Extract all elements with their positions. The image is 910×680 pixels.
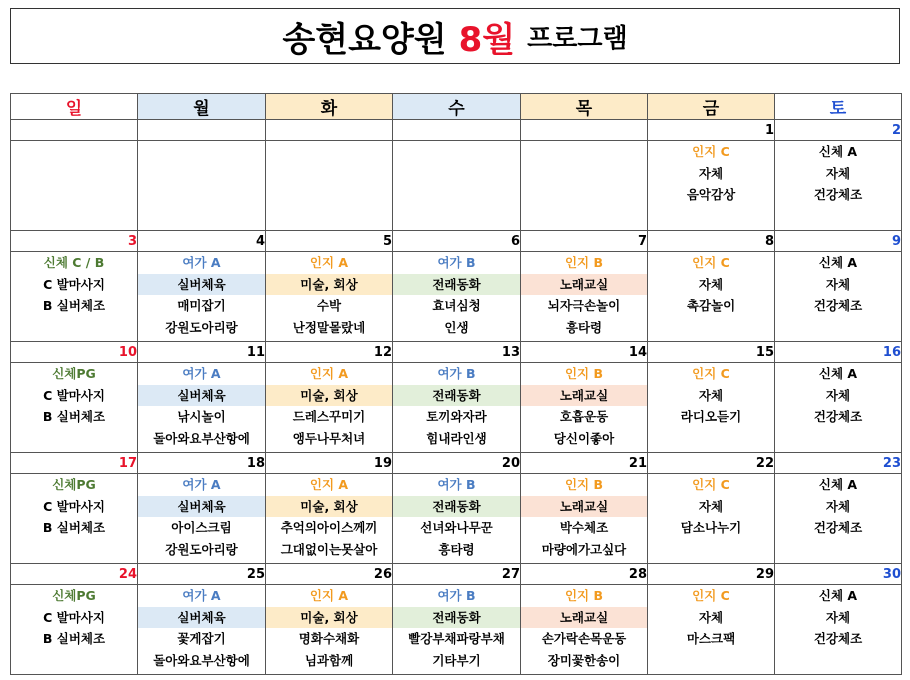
program-activity: 앵두나무처녀 (292, 430, 366, 446)
program-activity: B 실버체조 (42, 409, 106, 424)
program-activity: 호흡운동 (559, 409, 609, 424)
weekday-header-sun: 일 (11, 94, 138, 120)
program-category: 여가 A (182, 588, 221, 603)
program-activity: 자체 (825, 165, 851, 181)
program-category: 인지 C (692, 366, 730, 381)
program-row (11, 141, 902, 231)
program-activity: 자체 (698, 498, 724, 514)
date-number: 11 (138, 342, 266, 363)
date-number: 15 (648, 342, 775, 363)
date-number: 4 (138, 231, 266, 252)
day-program-cell (393, 141, 521, 231)
program-activity: 건강체조 (813, 187, 863, 202)
program-category: 인지 B (564, 477, 604, 492)
program-activity: 미술, 회상 (266, 496, 392, 518)
date-number: 7 (521, 231, 648, 252)
program-activity: 자체 (698, 387, 724, 403)
program-category: 신체PG (52, 477, 96, 492)
program-activity: 낚시놀이 (177, 409, 226, 424)
program-activity: 실버체육 (138, 385, 265, 407)
program-category: 인지 B (564, 366, 604, 381)
program-category: 인지 A (309, 255, 349, 270)
date-number: 28 (521, 564, 648, 585)
day-program-cell (138, 141, 266, 231)
program-activity: 토끼와자라 (426, 409, 487, 424)
program-category: 인지 B (564, 255, 604, 270)
weekday-header-fri: 금 (648, 94, 775, 120)
program-category: 여가 B (437, 477, 476, 492)
program-activity: 자체 (825, 498, 851, 514)
program-activity: C 발마사지 (43, 276, 105, 292)
program-activity: 손가락손목운동 (541, 631, 627, 646)
program-activity: 님과함께 (304, 652, 354, 668)
date-number: 22 (648, 453, 775, 474)
day-program-cell (138, 474, 266, 564)
program-activity: 건강체조 (813, 409, 863, 424)
program-category: 인지 A (309, 366, 349, 381)
weekday-header-thu: 목 (521, 94, 648, 120)
date-number (393, 120, 521, 141)
day-program-cell (648, 585, 775, 675)
program-activity: 매미잡기 (177, 298, 226, 313)
program-activity: 자체 (698, 276, 724, 292)
program-activity: 돌아와요부산항에 (153, 430, 250, 446)
date-row (11, 453, 902, 474)
program-activity: 아이스크림 (171, 520, 232, 535)
date-number: 8 (648, 231, 775, 252)
program-category: 신체 A (818, 366, 858, 381)
program-category: 인지 B (564, 588, 604, 603)
date-row (11, 231, 902, 252)
weekday-header-wed: 수 (393, 94, 521, 120)
date-number: 12 (266, 342, 393, 363)
program-activity: 전래동화 (393, 385, 520, 407)
day-program-cell (775, 141, 902, 231)
date-number: 13 (393, 342, 521, 363)
program-activity: 미술, 회상 (266, 607, 392, 629)
day-program-cell (266, 474, 393, 564)
day-program-cell (266, 252, 393, 342)
date-number: 2 (775, 120, 902, 141)
program-activity: 자체 (698, 165, 724, 181)
date-number: 23 (775, 453, 902, 474)
day-program-cell (521, 363, 648, 453)
program-activity: 선녀와나무꾼 (420, 520, 493, 535)
program-category: 여가 B (437, 366, 476, 381)
day-program-cell (775, 252, 902, 342)
program-activity: 강원도아리랑 (165, 319, 238, 335)
day-program-cell (775, 363, 902, 453)
program-calendar-table (10, 93, 902, 675)
day-program-cell (521, 252, 648, 342)
date-number: 30 (775, 564, 902, 585)
program-activity: 뇌자극손놀이 (547, 298, 621, 313)
program-activity: 라디오듣기 (680, 409, 742, 424)
date-number (138, 120, 266, 141)
calendar-body (11, 120, 902, 675)
day-program-cell (521, 585, 648, 675)
program-activity: 힘내라인생 (426, 430, 487, 446)
date-number: 17 (11, 453, 138, 474)
program-category: 여가 A (182, 366, 221, 381)
day-program-cell (775, 474, 902, 564)
weekday-header-tue: 화 (266, 94, 393, 120)
program-activity: 마스크팩 (686, 631, 736, 646)
program-category: 신체PG (52, 366, 96, 381)
program-activity: 전래동화 (393, 607, 520, 629)
date-number: 18 (138, 453, 266, 474)
program-activity: 건강체조 (813, 298, 863, 313)
program-category: 신체 C / B (43, 255, 105, 270)
program-activity: 난정말몰랐네 (292, 319, 366, 335)
date-number: 26 (266, 564, 393, 585)
program-category: 여가 A (182, 255, 221, 270)
program-activity: 흥타령 (565, 319, 603, 335)
program-activity: 수박 (316, 298, 342, 313)
program-activity: 노래교실 (521, 607, 647, 629)
day-program-cell (266, 585, 393, 675)
date-number: 24 (11, 564, 138, 585)
program-activity: 음악감상 (686, 187, 736, 202)
date-number: 16 (775, 342, 902, 363)
date-row (11, 120, 902, 141)
weekday-header-row (11, 94, 902, 120)
program-activity: C 발마사지 (43, 498, 105, 514)
date-number: 25 (138, 564, 266, 585)
program-activity: 그대없이는못살아 (280, 541, 378, 557)
date-number: 3 (11, 231, 138, 252)
program-activity: 자체 (825, 276, 851, 292)
date-number: 5 (266, 231, 393, 252)
date-number: 27 (393, 564, 521, 585)
day-program-cell (11, 585, 138, 675)
program-activity: 추억의아이스께끼 (280, 520, 378, 535)
program-activity: 명화수채화 (298, 631, 360, 646)
program-category: 여가 B (437, 588, 476, 603)
day-program-cell (138, 585, 266, 675)
day-program-cell (138, 363, 266, 453)
weekday-header-mon: 월 (138, 94, 266, 120)
program-category: 인지 C (692, 144, 730, 159)
day-program-cell (393, 252, 521, 342)
program-activity: 미술, 회상 (266, 385, 392, 407)
program-row (11, 474, 902, 564)
program-activity: 자체 (698, 609, 724, 625)
program-activity: 자체 (825, 387, 851, 403)
program-category: 신체 A (818, 477, 858, 492)
weekday-header-sat: 토 (775, 94, 902, 120)
date-number: 29 (648, 564, 775, 585)
program-category: 인지 A (309, 477, 349, 492)
program-category: 여가 B (437, 255, 476, 270)
program-activity: 돌아와요부산항에 (153, 652, 250, 668)
program-activity: 건강체조 (813, 520, 863, 535)
program-activity: C 발마사지 (43, 609, 105, 625)
day-program-cell (648, 474, 775, 564)
date-row (11, 564, 902, 585)
program-activity: 효녀심청 (432, 298, 481, 313)
program-activity: B 실버체조 (42, 520, 106, 535)
program-activity: 박수체조 (559, 520, 609, 535)
program-activity: 자체 (825, 609, 851, 625)
program-category: 신체 A (818, 588, 858, 603)
program-activity: 건강체조 (813, 631, 863, 646)
day-program-cell (138, 252, 266, 342)
program-activity: 장미꽃한송이 (547, 652, 621, 668)
program-activity: 노래교실 (521, 385, 647, 407)
program-activity: 강원도아리랑 (165, 541, 238, 557)
title-facility-name: 송현요양원 (282, 19, 447, 60)
program-category: 여가 A (182, 477, 221, 492)
program-activity: 전래동화 (393, 274, 520, 296)
program-activity: 실버체육 (138, 496, 265, 518)
date-number: 21 (521, 453, 648, 474)
program-category: 신체 A (818, 144, 858, 159)
day-program-cell (393, 474, 521, 564)
day-program-cell (775, 585, 902, 675)
program-activity: 전래동화 (393, 496, 520, 518)
date-number: 9 (775, 231, 902, 252)
day-program-cell (648, 141, 775, 231)
program-activity: 실버체육 (138, 274, 265, 296)
day-program-cell (11, 141, 138, 231)
date-number (521, 120, 648, 141)
title-program-label: 프로그램 (527, 23, 628, 54)
date-number: 20 (393, 453, 521, 474)
date-number: 14 (521, 342, 648, 363)
program-activity: 노래교실 (521, 496, 647, 518)
day-program-cell (521, 474, 648, 564)
program-category: 신체PG (52, 588, 96, 603)
day-program-cell (266, 363, 393, 453)
date-number: 6 (393, 231, 521, 252)
program-activity: 미술, 회상 (266, 274, 392, 296)
program-category: 인지 A (309, 588, 349, 603)
title-month: 8월 (458, 19, 516, 60)
program-activity: 노래교실 (521, 274, 647, 296)
program-category: 인지 C (692, 255, 730, 270)
date-number: 1 (648, 120, 775, 141)
program-activity: B 실버체조 (42, 631, 106, 646)
program-activity: 담소나누기 (680, 520, 742, 535)
day-program-cell (648, 363, 775, 453)
program-activity: 빨강부채파랑부채 (408, 631, 505, 646)
program-row (11, 363, 902, 453)
date-number (266, 120, 393, 141)
program-activity: 당신이좋아 (553, 430, 615, 446)
program-row (11, 252, 902, 342)
title-box (10, 8, 900, 64)
date-number (11, 120, 138, 141)
program-activity: 꽃게잡기 (177, 631, 226, 646)
day-program-cell (11, 474, 138, 564)
date-row (11, 342, 902, 363)
day-program-cell (521, 141, 648, 231)
program-activity: C 발마사지 (43, 387, 105, 403)
program-activity: 마량에가고싶다 (541, 541, 627, 557)
program-activity: 실버체육 (138, 607, 265, 629)
program-activity: 기타부기 (432, 652, 481, 668)
program-activity: 흥타령 (438, 541, 475, 557)
day-program-cell (266, 141, 393, 231)
program-category: 인지 C (692, 477, 730, 492)
day-program-cell (648, 252, 775, 342)
program-category: 신체 A (818, 255, 858, 270)
program-activity: B 실버체조 (42, 298, 106, 313)
date-number: 19 (266, 453, 393, 474)
day-program-cell (11, 363, 138, 453)
program-activity: 인생 (444, 319, 469, 335)
program-category: 인지 C (692, 588, 730, 603)
date-number: 10 (11, 342, 138, 363)
day-program-cell (393, 363, 521, 453)
program-row (11, 585, 902, 675)
program-activity: 촉감놀이 (686, 298, 736, 313)
day-program-cell (393, 585, 521, 675)
program-activity: 드레스꾸미기 (292, 409, 366, 424)
day-program-cell (11, 252, 138, 342)
